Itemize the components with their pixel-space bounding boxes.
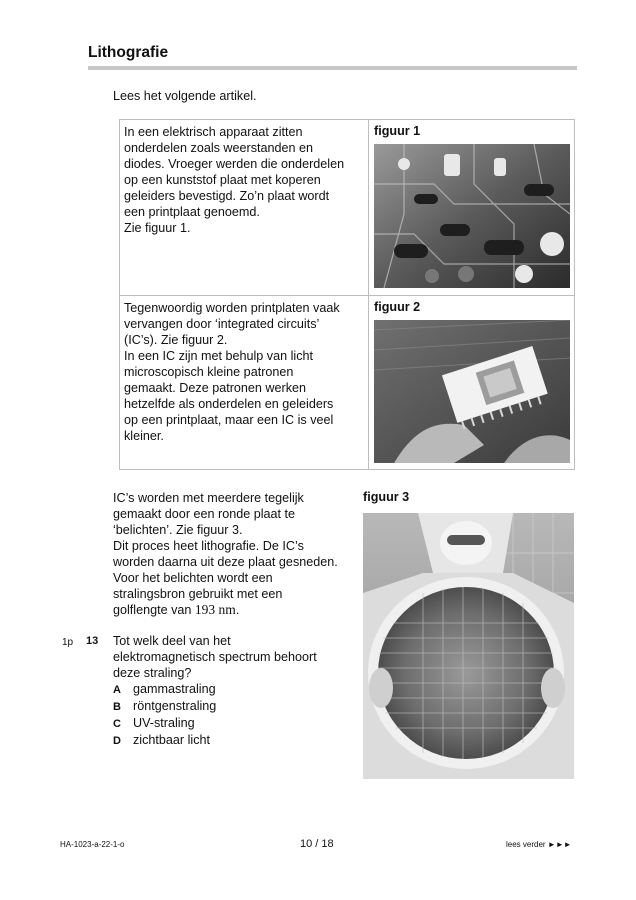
footer-page-number: 10 / 18 bbox=[300, 838, 334, 850]
question-line: deze straling? bbox=[113, 666, 192, 680]
option-letter: A bbox=[113, 684, 121, 696]
wafer-paragraph bbox=[113, 490, 338, 618]
text-line: IC’s worden met meerdere tegelijk bbox=[113, 491, 304, 505]
text-line: (IC’s). Zie figuur 2. bbox=[124, 333, 228, 347]
text-line: een printplaat genoemd. bbox=[124, 205, 260, 219]
page-title: Lithografie bbox=[88, 44, 169, 61]
figure-2-ic-chip-photo bbox=[374, 320, 570, 463]
text-line: onderdelen zoals weerstanden en bbox=[124, 141, 314, 155]
option-letter: C bbox=[113, 718, 121, 730]
text-line: gemaakt door een ronde plaat te bbox=[113, 507, 296, 521]
option-text: zichtbaar licht bbox=[133, 733, 210, 747]
wavelength-suffix: . bbox=[235, 603, 240, 617]
answer-option-a[interactable] bbox=[113, 681, 317, 698]
question-block bbox=[113, 633, 317, 749]
question-number: 13 bbox=[86, 635, 99, 647]
figure-2-label: figuur 2 bbox=[374, 300, 421, 314]
option-letter: D bbox=[113, 735, 121, 747]
article-row2-text bbox=[124, 300, 340, 444]
option-letter: B bbox=[113, 701, 121, 713]
text-line: gemaakt. Deze patronen werken bbox=[124, 381, 307, 395]
answer-option-c[interactable] bbox=[113, 715, 317, 732]
text-line: op een kunststof plaat met koperen bbox=[124, 173, 321, 187]
article-row1-text bbox=[124, 124, 344, 236]
figure-1-circuit-board-photo bbox=[374, 144, 570, 288]
option-text: UV-straling bbox=[133, 716, 195, 730]
text-line: kleiner. bbox=[124, 429, 164, 443]
option-text: gammastraling bbox=[133, 682, 216, 696]
text-line: vervangen door ‘integrated circuits’ bbox=[124, 317, 320, 331]
text-line bbox=[113, 602, 338, 618]
text-line: ‘belichten’. Zie figuur 3. bbox=[113, 523, 243, 537]
text-line: In een elektrisch apparaat zitten bbox=[124, 125, 303, 139]
text-line: geleiders bevestigd. Zo’n plaat wordt bbox=[124, 189, 330, 203]
figure-3-wafer-photo bbox=[363, 513, 574, 779]
intro-text: Lees het volgende artikel. bbox=[113, 89, 257, 103]
wavelength-prefix: golflengte van bbox=[113, 603, 195, 617]
question-line: Tot welk deel van het bbox=[113, 634, 231, 648]
text-line: stralingsbron gebruikt met een bbox=[113, 587, 283, 601]
text-line: In een IC zijn met behulp van licht bbox=[124, 349, 314, 363]
text-line: microscopisch kleine patronen bbox=[124, 365, 294, 379]
wavelength-value: 193 nm bbox=[194, 602, 236, 617]
footer-exam-code: HA-1023-a-22-1-o bbox=[60, 840, 125, 849]
figure-1-label: figuur 1 bbox=[374, 124, 421, 138]
article-box bbox=[119, 119, 575, 470]
text-line: hetzelfde als onderdelen en geleiders bbox=[124, 397, 334, 411]
text-line: diodes. Vroeger werden die onderdelen bbox=[124, 157, 345, 171]
text-line: Dit proces heet lithografie. De IC’s bbox=[113, 539, 304, 553]
footer-continue-link[interactable]: lees verder ►►► bbox=[506, 840, 572, 849]
article-row-divider bbox=[120, 295, 574, 296]
question-line: elektromagnetisch spectrum behoort bbox=[113, 650, 317, 664]
text-line: worden daarna uit deze plaat gesneden. bbox=[113, 555, 338, 569]
answer-option-b[interactable] bbox=[113, 698, 317, 715]
figure-3-label: figuur 3 bbox=[363, 490, 410, 504]
text-line: Tegenwoordig worden printplaten vaak bbox=[124, 301, 340, 315]
answer-option-d[interactable] bbox=[113, 732, 317, 749]
title-rule bbox=[88, 66, 577, 70]
option-text: röntgenstraling bbox=[133, 699, 217, 713]
text-line: op een printplaat, maar een IC is veel bbox=[124, 413, 334, 427]
question-points: 1p bbox=[62, 637, 74, 648]
text-line: Voor het belichten wordt een bbox=[113, 571, 273, 585]
text-line: Zie figuur 1. bbox=[124, 221, 191, 235]
